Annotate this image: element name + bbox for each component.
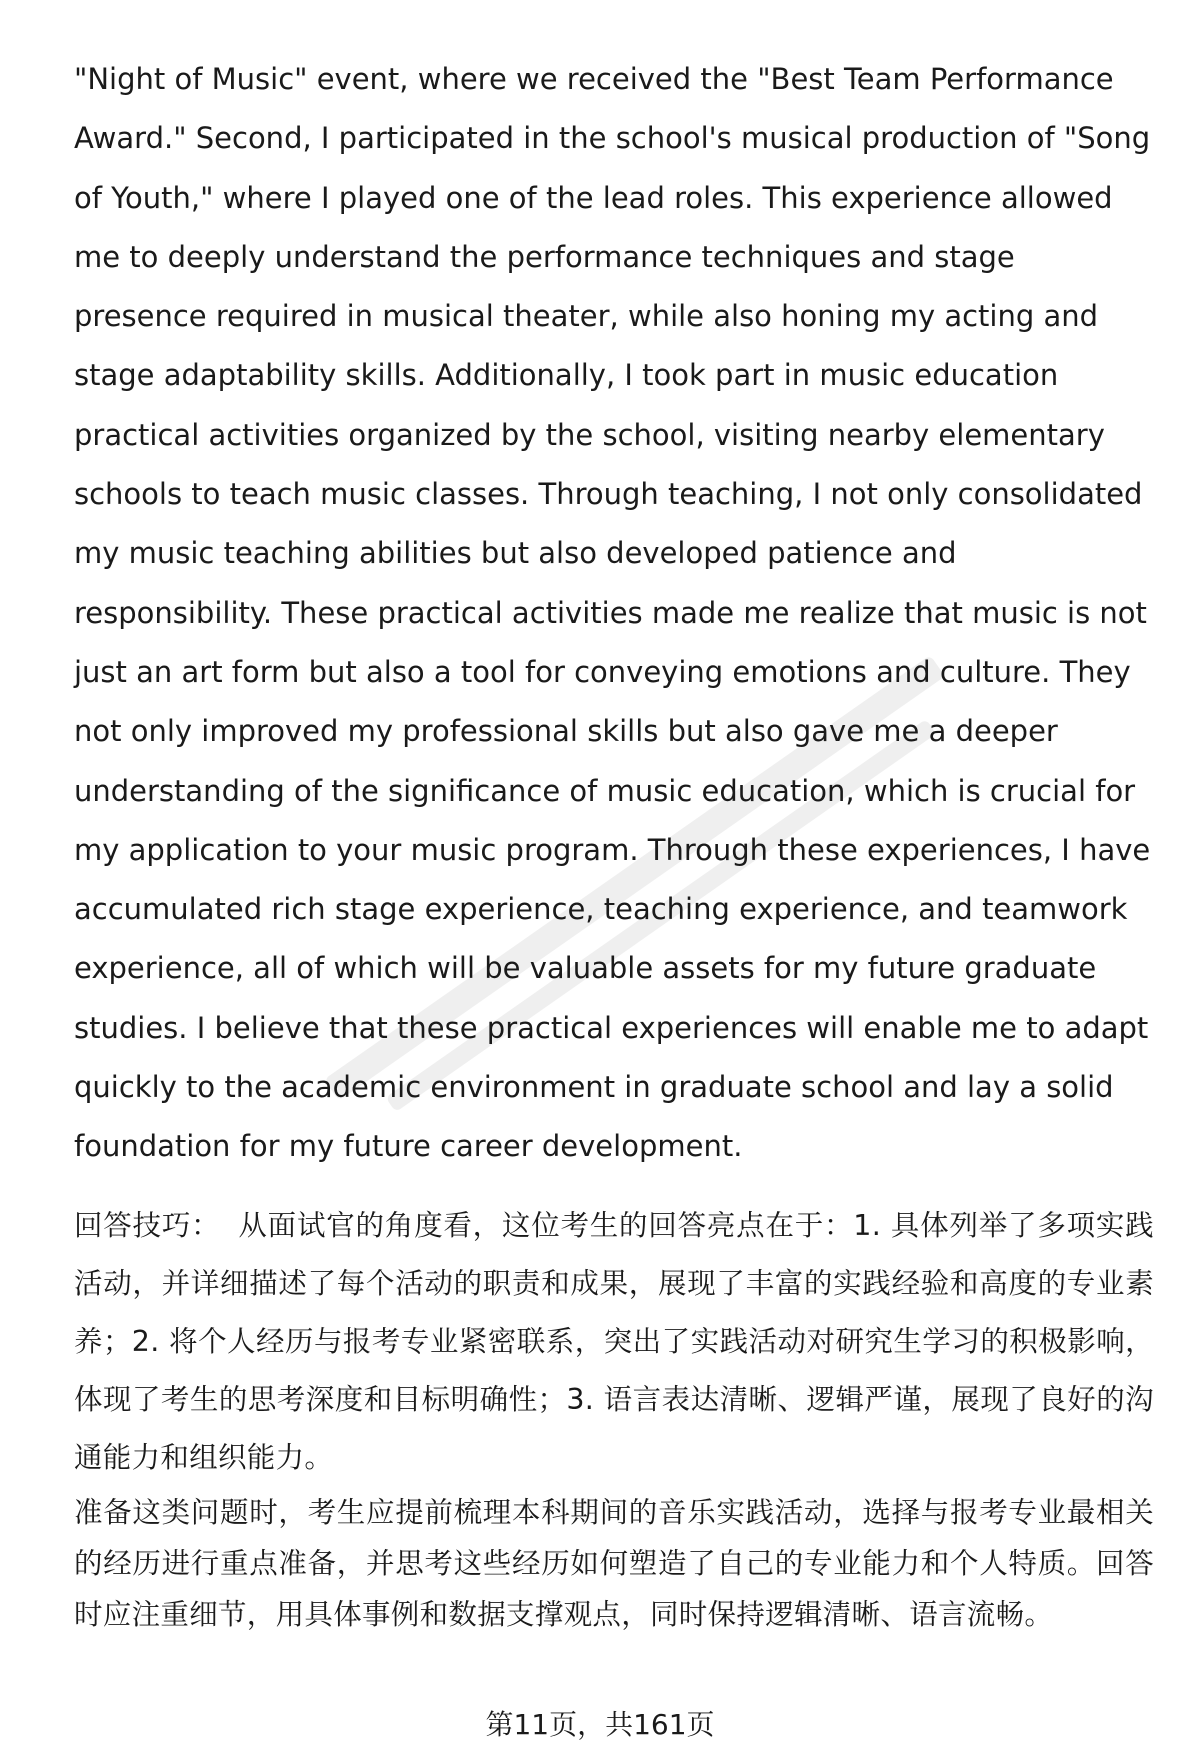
page-number-footer: 第11页，共161页 bbox=[485, 1708, 715, 1741]
tips-label: 回答技巧： bbox=[74, 1208, 221, 1242]
preparation-paragraph: 准备这类问题时，考生应提前梳理本科期间的音乐实践活动，选择与报考专业最相关的经历进行重点准备，并思考这些经历如何塑造了自己的专业能力和个人特质。回答时应注重细节，用具体事例和数据支撑观点，同时保持逻辑清晰、语言流畅。 bbox=[74, 1495, 1154, 1631]
document-body bbox=[74, 50, 1154, 1640]
english-paragraph: "Night of Music" event, where we received the "Best Team Performance Award." Second, I participated in the school's musical production of "Song of Youth," where I played one of the lead roles. This experience allowed me to deeply understand the performance techniques and stage presence required in musical theater, while also honing my acting and stage adaptability skills. Additionally, I took part in music education practical activities organized by the school, visiting nearby elementary schools to teach music classes. Through teaching, I not only consolidated my music teaching abilities but also developed patience and responsibility. These practical activities made me realize that music is not just an art form but also a tool for conveying emotions and culture. They not only improved my professional skills but also gave me a deeper understanding of the significance of music education, which is crucial for my application to your music program. Through these experiences, I have accumulated rich stage experience, teaching experience, and teamwork experience, all of which will be valuable assets for my future graduate studies. I believe that these practical experiences will enable me to adapt quickly to the academic environment in graduate school and lay a solid foundation for my future career development. bbox=[74, 62, 1151, 1164]
tips-paragraph bbox=[74, 1197, 1154, 1487]
answer-tips-section bbox=[74, 1197, 1154, 1640]
tips-text: 从面试官的角度看，这位考生的回答亮点在于：1. 具体列举了多项实践活动，并详细描述了每个活动的职责和成果，展现了丰富的实践经验和高度的专业素养；2. 将个人经历与报考专业紧密联系，突出了实践活动对研究生学习的积极影响，体现了考生的思考深度和目标明确性；3. 语言表达清晰、逻辑严谨，展现了良好的沟通能力和组织能力。 bbox=[74, 1208, 1154, 1474]
